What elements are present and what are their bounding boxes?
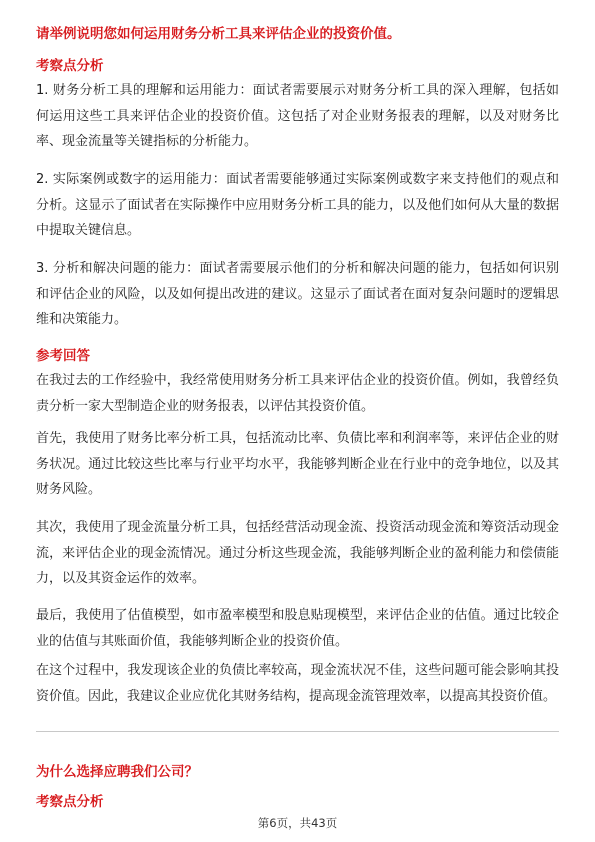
answer-heading: 参考回答	[36, 348, 90, 364]
section-divider	[36, 731, 559, 732]
answer-paragraph-2: 首先，我使用了财务比率分析工具，包括流动比率、负债比率和利润率等，来评估企业的财务状况。通过比较这些比率与行业平均水平，我能够判断企业在行业中的竞争地位，以及其财务风险。	[36, 431, 559, 497]
question-title: 请举例说明您如何运用财务分析工具来评估企业的投资价值。	[36, 26, 401, 42]
answer-paragraph-1: 在我过去的工作经验中，我经常使用财务分析工具来评估企业的投资价值。例如，我曾经负责分析一家大型制造企业的财务报表，以评估其投资价值。	[36, 373, 559, 414]
analysis-heading: 考察点分析	[36, 58, 104, 74]
analysis-point-1: 1. 财务分析工具的理解和运用能力：面试者需要展示对财务分析工具的深入理解，包括如何运用这些工具来评估企业的投资价值。这包括了对企业财务报表的理解，以及对财务比率、现金流量等关键指标的分析能力。	[36, 83, 559, 149]
analysis-point-2: 2. 实际案例或数字的运用能力：面试者需要能够通过实际案例或数字来支持他们的观点和分析。这显示了面试者在实际操作中应用财务分析工具的能力，以及他们如何从大量的数据中提取关键信息。	[36, 172, 559, 238]
next-question-title: 为什么选择应聘我们公司？	[36, 764, 198, 780]
answer-paragraph-4: 最后，我使用了估值模型，如市盈率模型和股息贴现模型，来评估企业的估值。通过比较企业的估值与其账面价值，我能够判断企业的投资价值。	[36, 608, 559, 649]
next-analysis-heading: 考察点分析	[36, 794, 104, 810]
answer-paragraph-3: 其次，我使用了现金流量分析工具，包括经营活动现金流、投资活动现金流和筹资活动现金流，来评估企业的现金流情况。通过分析这些现金流，我能够判断企业的盈利能力和偿债能力，以及其资金运作的效率。	[36, 520, 559, 586]
page-indicator: 第6页，共43页	[257, 816, 338, 830]
analysis-point-3: 3. 分析和解决问题的能力：面试者需要展示他们的分析和解决问题的能力，包括如何识别和评估企业的风险，以及如何提出改进的建议。这显示了面试者在面对复杂问题时的逻辑思维和决策能力。	[36, 261, 559, 327]
answer-paragraph-5: 在这个过程中，我发现该企业的负债比率较高，现金流状况不佳，这些问题可能会影响其投资价值。因此，我建议企业应优化其财务结构，提高现金流管理效率，以提高其投资价值。	[36, 663, 559, 704]
